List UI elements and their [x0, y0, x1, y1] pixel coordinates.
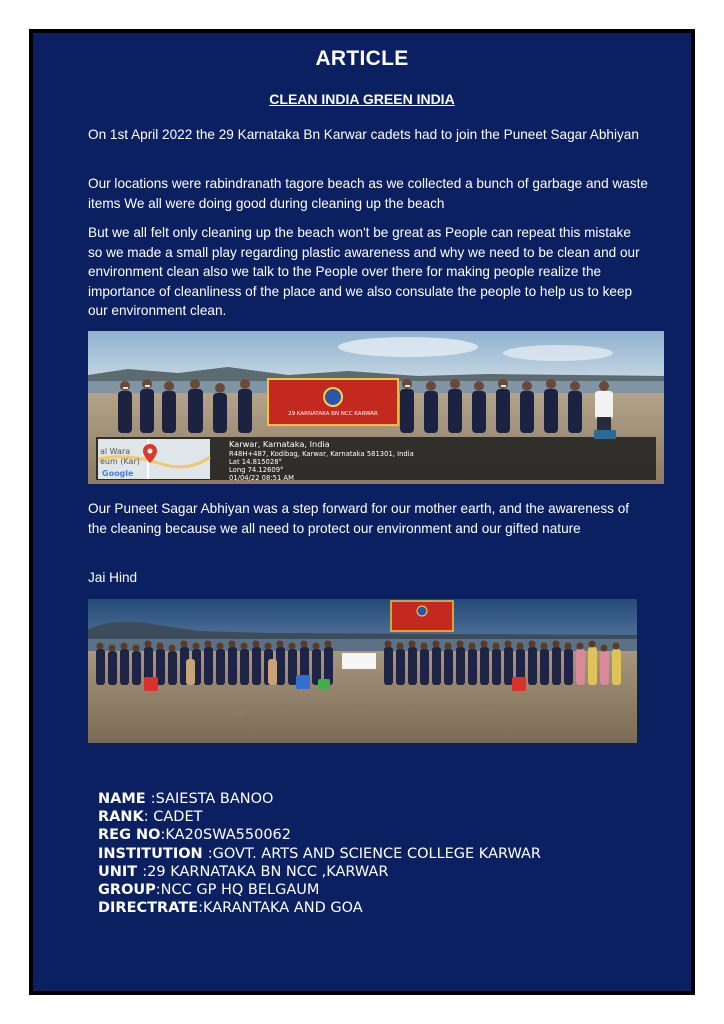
detail-value: :29 KARNATAKA BN NCC ,KARWAR	[142, 863, 389, 880]
detail-name	[98, 790, 541, 808]
banner-text: 29 KARNATAKA BN NCC KARWAR	[288, 411, 378, 417]
paragraph-awareness: But we all felt only cleaning up the beach won't be great as People can repeat this mistake so we made a small play regarding plastic awareness and why we need to be clean and our environment clean also we talk to the People over there for making people realize the importance of cleanliness of the place and we also consulate the people to help us to keep our environment clean.	[88, 225, 640, 318]
gps-lat: Lat 14.815028°	[229, 458, 282, 466]
map-label-1: al Wara	[100, 447, 131, 456]
article-heading: ARTICLE	[315, 47, 409, 70]
map-label-2: eum (Kar)	[100, 457, 140, 466]
detail-directrate	[98, 899, 541, 917]
article-subtitle	[33, 91, 691, 107]
detail-institution	[98, 845, 541, 863]
gps-datetime: 01/04/22 08:51 AM	[229, 474, 294, 482]
gps-long: Long 74.12609°	[229, 466, 284, 474]
detail-value: :KARANTAKA AND GOA	[198, 900, 363, 917]
detail-label: INSTITUTION	[98, 845, 208, 862]
article-subtitle-text: CLEAN INDIA GREEN INDIA	[269, 91, 455, 107]
detail-label: GROUP	[98, 882, 156, 899]
detail-value: :NCC GP HQ BELGAUM	[155, 882, 320, 899]
app-logo-icon	[594, 430, 616, 439]
detail-rank	[98, 808, 541, 826]
paragraph-locations: Our locations were rabindranath tagore beach as we collected a bunch of garbage and waste items We all were doing good during cleaning up the beach	[88, 176, 648, 211]
detail-value: :GOVT. ARTS AND SCIENCE COLLEGE KARWAR	[207, 845, 542, 862]
article-page	[29, 29, 695, 995]
detail-label: UNIT	[98, 863, 143, 880]
detail-label: DIRECTRATE	[98, 900, 199, 917]
detail-reg-no	[98, 826, 541, 844]
detail-label: NAME	[98, 791, 151, 807]
detail-unit	[98, 863, 541, 881]
cadet-details	[98, 790, 541, 917]
paragraph-jai-hind: Jai Hind	[88, 570, 138, 585]
beach-group-photo-art	[88, 599, 637, 743]
paragraph-step-forward: Our Puneet Sagar Abhiyan was a step forward for our mother earth, and the awareness of the cleaning because we all need to protect our environment and our gifted nature	[88, 501, 630, 536]
map-brand: Google	[102, 469, 134, 478]
gps-address: R48H+487, Kodibag, Karwar, Karnataka 581301, India	[229, 450, 414, 458]
detail-value: :SAIESTA BANOO	[150, 791, 274, 807]
detail-label: REG NO	[98, 827, 161, 844]
detail-value: : CADET	[143, 809, 203, 826]
beach-cadets-photo	[88, 331, 664, 484]
gps-place: Karwar, Karnataka, India	[229, 439, 330, 449]
detail-value: :KA20SWA550062	[160, 827, 292, 844]
paragraph-intro: On 1st April 2022 the 29 Karnataka Bn Karwar cadets had to join the Puneet Sagar Abhiyan	[88, 127, 639, 142]
detail-group	[98, 881, 541, 899]
detail-label: RANK	[98, 809, 144, 826]
beach-group-photo	[88, 599, 637, 743]
beach-cadets-photo-art	[88, 331, 664, 484]
